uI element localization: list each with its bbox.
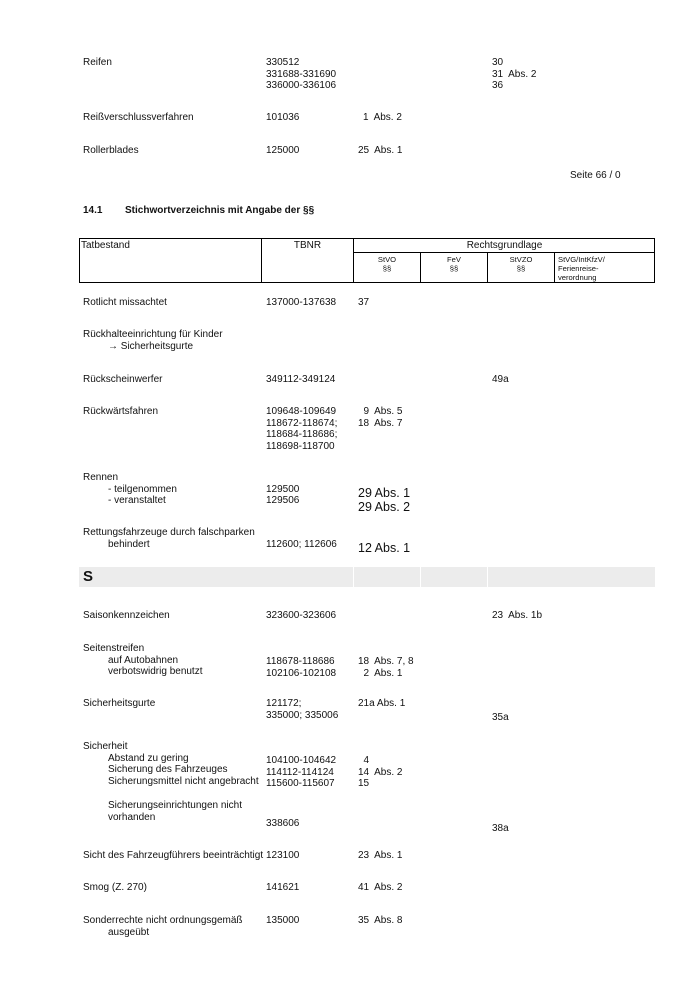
header-fev: FeV [447, 255, 461, 264]
header-stvg-2: Ferienreise- [558, 264, 599, 273]
entry-rueckwaerts-tbnr-1: 109648-109649 [266, 406, 337, 417]
entry-rueckhalte-ref[interactable]: → Sicherheitsgurte [108, 340, 194, 352]
entry-gurte-label: Sicherheitsgurte [83, 698, 156, 709]
entry-rueckwaerts-tbnr-3: 118684-118686; [266, 429, 338, 441]
header-stvo-sub: §§ [382, 264, 392, 273]
header-stvo: StVO [377, 255, 397, 264]
header-fev-sub: §§ [449, 264, 459, 273]
entry-sicht-stvo: 23 Abs. 1 [358, 850, 403, 861]
header-tbnr: TBNR [293, 240, 322, 251]
entry-sicherheit-tbnr-1: 104100-104642 [266, 755, 337, 766]
entry-gurte-stvzo: 35a [492, 712, 509, 723]
entry-reifen-stvzo-1: 30 [492, 57, 504, 68]
section-title: Stichwortverzeichnis mit Angabe der §§ [125, 205, 315, 216]
entry-rettung-stvo: 12 Abs. 1 [358, 541, 411, 555]
entry-roller-stvo: 25 Abs. 1 [358, 145, 403, 156]
entry-sicht-label: Sicht des Fahrzeugführers beeinträchtigt [83, 850, 264, 861]
entry-saison-tbnr: 323600-323606 [266, 610, 337, 621]
entry-reifen-tbnr-2: 331688-331690 [266, 68, 337, 80]
entry-rueckhalte-label: Rückhalteeinrichtung für Kinder [83, 329, 223, 340]
entry-reifen-stvzo-2: 31 Abs. 2 [492, 68, 537, 80]
entry-rennen-stvo-1: 29 Abs. 1 [358, 486, 411, 500]
entry-sicherheit-sub-1: Abstand zu gering [108, 752, 189, 764]
entry-rennen-label: Rennen [83, 472, 119, 483]
letter-band [79, 567, 655, 587]
entry-gurte-tbnr-1: 121172; [266, 698, 302, 709]
entry-reiss-label: Reißverschlussverfahren [83, 112, 194, 123]
entry-sicht-tbnr: 123100 [266, 850, 300, 861]
entry-sicherheit-sub2-1: Sicherungseinrichtungen nicht [108, 800, 242, 811]
entry-smog-tbnr: 141621 [266, 882, 300, 893]
entry-rennen-sub-2: - veranstaltet [108, 495, 166, 507]
header-stvzo-sub: §§ [516, 264, 526, 273]
entry-reifen-stvzo-3: 36 [492, 80, 504, 92]
entry-seitenstreifen-tbnr-1: 118678-118686 [266, 656, 335, 667]
entry-sonder-stvo: 35 Abs. 8 [358, 915, 403, 926]
entry-rennen-tbnr-2: 129506 [266, 495, 300, 507]
entry-sicherheit-sub-3: Sicherungsmittel nicht angebracht [108, 775, 259, 787]
entry-sicherheit-stvo-3: 15 [358, 778, 370, 790]
header-divider [554, 252, 555, 283]
header-stvzo: StVZO [509, 255, 533, 264]
entry-sicherheit-tbnr-2: 114112-114124 [266, 766, 334, 778]
page-number: Seite 66 / 0 [570, 170, 621, 181]
entry-rueckwaerts-stvo-2: 18 Abs. 7 [358, 417, 403, 429]
entry-rettung-label: Rettungsfahrzeuge durch falschparken [83, 527, 255, 538]
entry-seitenstreifen-tbnr-2: 102106-102108 [266, 667, 337, 679]
entry-rennen-sub-1: - teilgenommen [108, 483, 177, 495]
entry-rennen-tbnr-1: 129500 [266, 483, 300, 495]
entry-sicherheit-sub2-2: vorhanden [108, 811, 156, 823]
entry-sicherheit-tbnr-3: 115600-115607 [266, 778, 335, 790]
band-separator [353, 567, 354, 587]
entry-reifen-tbnr-3: 336000-336106 [266, 80, 337, 92]
entry-seitenstreifen-stvo-2: 2 Abs. 1 [358, 667, 403, 679]
entry-rettung-sub: behindert [108, 538, 150, 550]
entry-seitenstreifen-label: Seitenstreifen [83, 643, 145, 654]
entry-gurte-tbnr-2: 335000; 335006 [266, 709, 339, 721]
entry-sonder-tbnr: 135000 [266, 915, 300, 926]
entry-rueckwaerts-stvo-1: 9 Abs. 5 [358, 406, 403, 417]
entry-rotlicht-label: Rotlicht missachtet [83, 297, 167, 308]
entry-reiss-stvo: 1 Abs. 2 [363, 112, 402, 123]
entry-sonder-label: Sonderrechte nicht ordnungsgemäß [83, 915, 243, 926]
entry-sicherheit-stvzo2: 38a [492, 823, 509, 834]
band-separator [487, 567, 488, 587]
entry-sicherheit-label: Sicherheit [83, 741, 128, 752]
header-stvg-1: StVG/IntKfzV/ [558, 255, 605, 264]
letter-heading: S [83, 568, 94, 585]
header-tatbestand: Tatbestand [81, 240, 130, 251]
header-rechtsgrundlage: Rechtsgrundlage [466, 240, 543, 251]
entry-sicherheit-sub-2: Sicherung des Fahrzeuges [108, 764, 228, 776]
entry-sicherheit-tbnr2: 338606 [266, 818, 300, 829]
entry-smog-stvo: 41 Abs. 2 [358, 882, 403, 893]
entry-roller-label: Rollerblades [83, 145, 139, 156]
header-divider [353, 252, 655, 253]
entry-rueckwaerts-tbnr-4: 118698-118700 [266, 440, 335, 452]
entry-reifen-label: Reifen [83, 57, 112, 68]
entry-seitenstreifen-sub-1: auf Autobahnen [108, 654, 179, 666]
entry-rueckwaerts-tbnr-2: 118672-118674; [266, 417, 338, 429]
entry-sicherheit-stvo-2: 14 Abs. 2 [358, 766, 403, 778]
entry-reifen-tbnr-1: 330512 [266, 57, 300, 68]
band-separator [420, 567, 421, 587]
entry-rueckschein-label: Rückscheinwerfer [83, 374, 163, 385]
entry-rueckwaerts-label: Rückwärtsfahren [83, 406, 159, 417]
entry-sonder-sub: ausgeübt [108, 926, 150, 938]
entry-smog-label: Smog (Z. 270) [83, 882, 147, 893]
entry-gurte-stvo: 21a Abs. 1 [358, 698, 406, 709]
entry-seitenstreifen-stvo-1: 18 Abs. 7, 8 [358, 656, 414, 667]
entry-rettung-tbnr: 112600; 112606 [266, 538, 337, 550]
entry-rueckschein-stvzo: 49a [492, 374, 509, 385]
entry-roller-tbnr: 125000 [266, 145, 300, 156]
entry-rueckschein-tbnr: 349112-349124 [266, 374, 336, 385]
entry-saison-label: Saisonkennzeichen [83, 610, 170, 621]
entry-sicherheit-stvo-1: 4 [358, 755, 370, 766]
entry-seitenstreifen-sub-2: verbotswidrig benutzt [108, 666, 203, 678]
entry-rotlicht-tbnr: 137000-137638 [266, 297, 337, 308]
entry-reiss-tbnr: 101036 [266, 112, 300, 123]
entry-rennen-stvo-2: 29 Abs. 2 [358, 500, 411, 514]
header-stvg-3: verordnung [558, 273, 597, 282]
entry-rotlicht-stvo: 37 [358, 297, 370, 308]
entry-saison-stvzo: 23 Abs. 1b [492, 610, 543, 621]
section-number: 14.1 [83, 205, 103, 216]
